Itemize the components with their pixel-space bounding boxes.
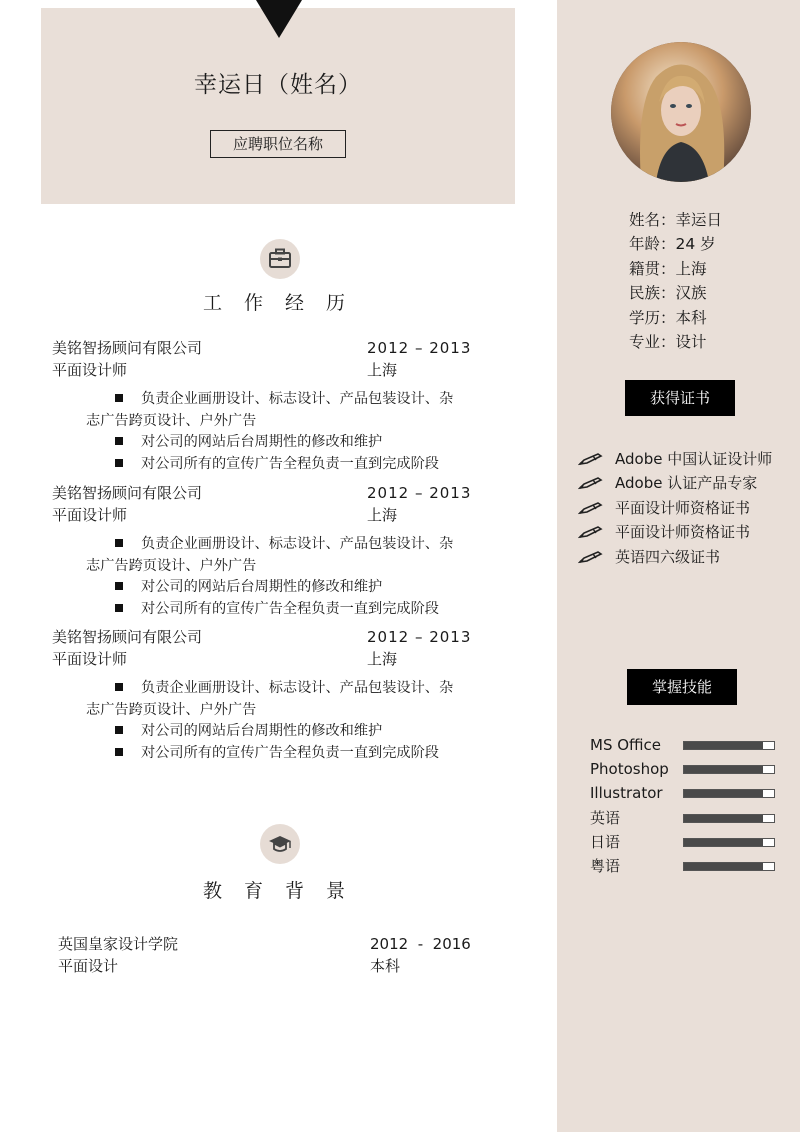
education-degree: 本科 (370, 957, 401, 975)
duty-item: 对公司的网站后台周期性的修改和维护 (52, 577, 492, 599)
skill-name: Illustrator (590, 784, 663, 803)
duty-item: 对公司的网站后台周期性的修改和维护 (52, 432, 492, 454)
header-triangle-decoration (256, 0, 302, 38)
duty-item: 负责企业画册设计、标志设计、产品包装设计、杂 志广告跨页设计、户外广告 (86, 536, 454, 574)
education-date: 2012 - 2016 (370, 935, 471, 953)
duty-item: 对公司的网站后台周期性的修改和维护 (52, 721, 492, 743)
info-name: 姓名：幸运日 (629, 211, 723, 229)
skill-name: 粤语 (590, 856, 621, 875)
bullet-square-icon (115, 683, 123, 691)
job-location: 上海 (367, 506, 398, 524)
skill-bar (683, 765, 775, 774)
skill-bar (683, 814, 775, 823)
work-section-title: 工 作 经 历 (202, 292, 354, 314)
skill-name: MS Office (590, 736, 662, 754)
job-location: 上海 (367, 650, 398, 668)
school-name: 英国皇家设计学院 (58, 935, 179, 953)
pen-icon (578, 476, 604, 490)
duty-item: 负责企业画册设计、标志设计、产品包装设计、杂 志广告跨页设计、户外广告 (86, 391, 454, 429)
briefcase-icon (260, 239, 300, 279)
skill-name: 日语 (590, 832, 621, 851)
education-entry (58, 933, 488, 977)
pen-icon (578, 525, 604, 539)
skills-heading: 掌握技能 (627, 669, 737, 705)
personal-info (629, 208, 722, 354)
job-date: 2012 – 2013 (367, 484, 472, 502)
certificates-heading: 获得证书 (625, 380, 735, 416)
job-date: 2012 – 2013 (367, 628, 472, 646)
job-location: 上海 (367, 361, 398, 379)
bullet-square-icon (115, 582, 123, 590)
bullet-square-icon (115, 394, 123, 402)
info-education: 学历：本科 (629, 308, 707, 327)
bullet-square-icon (115, 459, 123, 467)
bullet-square-icon (115, 437, 123, 445)
skill-bar (683, 741, 775, 750)
job-entry (52, 626, 492, 764)
skill-name: Photoshop (590, 760, 669, 779)
info-ethnicity: 民族：汉族 (629, 284, 707, 303)
duty-list (52, 389, 492, 475)
pen-icon (578, 501, 604, 515)
skill-name: 英语 (590, 808, 621, 827)
skill-bar (683, 789, 775, 798)
education-major: 平面设计 (58, 957, 119, 975)
company-name: 美铭智扬顾问有限公司 (52, 628, 203, 646)
candidate-name: 幸运日（姓名） (194, 72, 362, 98)
company-name: 美铭智扬顾问有限公司 (52, 339, 203, 357)
position-title: 应聘职位名称 (210, 130, 346, 158)
job-role: 平面设计师 (52, 361, 128, 379)
bullet-square-icon (115, 539, 123, 547)
avatar (611, 42, 751, 182)
info-hometown: 籍贯：上海 (629, 259, 707, 278)
skill-bar (683, 862, 775, 871)
pen-icon (578, 452, 604, 466)
bullet-square-icon (115, 726, 123, 734)
graduation-cap-icon (260, 824, 300, 864)
job-role: 平面设计师 (52, 506, 128, 524)
bullet-square-icon (115, 604, 123, 612)
job-entry (52, 337, 492, 475)
duty-item: 负责企业画册设计、标志设计、产品包装设计、杂 志广告跨页设计、户外广告 (86, 680, 454, 718)
duty-list (52, 534, 492, 620)
skill-bar (683, 838, 775, 847)
duty-list (52, 678, 492, 764)
info-age: 年龄：24 岁 (629, 235, 716, 254)
education-section-title: 教 育 背 景 (202, 880, 354, 902)
duty-item: 对公司所有的宣传广告全程负责一直到完成阶段 (52, 454, 492, 476)
info-major: 专业：设计 (629, 333, 707, 352)
pen-icon (578, 550, 604, 564)
bullet-square-icon (115, 748, 123, 756)
duty-item: 对公司所有的宣传广告全程负责一直到完成阶段 (52, 743, 492, 765)
job-date: 2012 – 2013 (367, 339, 472, 357)
job-entry (52, 482, 492, 620)
job-role: 平面设计师 (52, 650, 128, 668)
company-name: 美铭智扬顾问有限公司 (52, 484, 203, 502)
duty-item: 对公司所有的宣传广告全程负责一直到完成阶段 (52, 599, 492, 621)
